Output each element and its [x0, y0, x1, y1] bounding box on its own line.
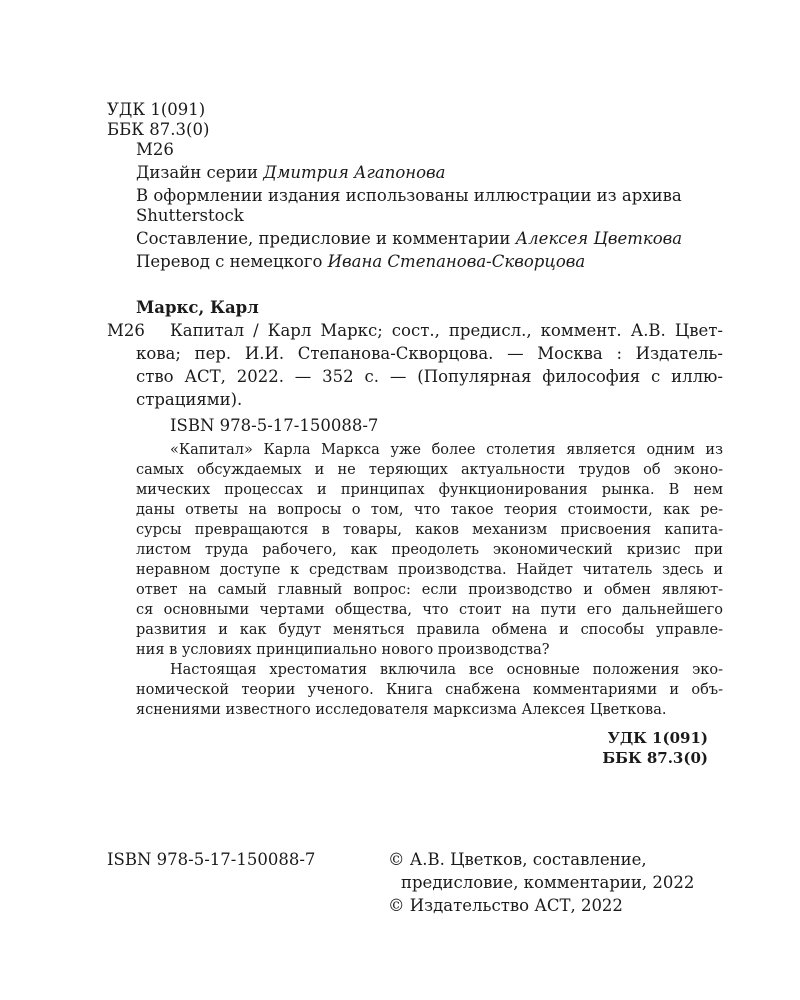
copyright-publisher: © Издательство АСТ, 2022: [388, 896, 623, 915]
series-design-label: Дизайн серии: [136, 163, 264, 182]
translation-label: Перевод с немецкого: [136, 252, 328, 271]
author-mark: М26: [136, 140, 174, 159]
annotation-line: сурсы превращаются в товары, каков механизм присвоения капита-: [136, 522, 723, 538]
annotation-line: даны ответы на вопросы о том, что такое теория стоимости, как ре-: [136, 502, 723, 518]
udk-code-bold: УДК 1(091): [607, 729, 708, 747]
illustrations-credit-line-2: Shutterstock: [136, 206, 244, 225]
annotation-line: номической теории ученого. Книга снабжена комментариями и объ-: [136, 682, 723, 698]
annotation-line: мических процессах и принципах функционирования рынка. В нем: [136, 482, 723, 498]
compilation-credit: [136, 229, 682, 248]
copyright-compiler-line-2: предисловие, комментарии, 2022: [401, 873, 695, 892]
series-design-credit: [136, 163, 446, 182]
bbk-code: ББК 87.3(0): [107, 120, 210, 139]
annotation-line: ответ на самый главный вопрос: если производство и обмен являют-: [136, 582, 723, 598]
compilation-label: Составление, предисловие и комментарии: [136, 229, 516, 248]
record-desc-line-2: кова; пер. И.И. Степанова-Скворцова. — Москва : Издатель-: [136, 344, 723, 363]
record-desc-line-4: страциями).: [136, 390, 243, 409]
annotation-line: самых обсуждаемых и не теряющих актуальности трудов об эконо-: [136, 462, 723, 478]
record-isbn: ISBN 978-5-17-150088-7: [170, 416, 379, 435]
udk-code: УДК 1(091): [107, 100, 206, 119]
copyright-compiler-line-1: © А.В. Цветков, составление,: [388, 850, 647, 869]
footer-isbn: ISBN 978-5-17-150088-7: [107, 850, 316, 869]
annotation-line: ся основными чертами общества, что стоит на пути его дальнейшего: [136, 602, 723, 618]
bbk-code-bold: ББК 87.3(0): [602, 749, 708, 767]
series-designer-name: Дмитрия Агапонова: [263, 163, 446, 182]
annotation-line: яснениями известного исследователя марксизма Алексея Цветкова.: [136, 702, 667, 718]
annotation-line: развития и как будут меняться правила обмена и способы управле-: [136, 622, 723, 638]
record-author-heading: Маркс, Карл: [136, 298, 259, 317]
record-desc-line-1: Капитал / Карл Маркс; сост., предисл., коммент. А.В. Цвет-: [170, 321, 723, 340]
translation-credit: [136, 252, 585, 271]
annotation-line: ния в условиях принципиально нового производства?: [136, 642, 550, 658]
annotation-line: «Капитал» Карла Маркса уже более столетия является одним из: [170, 442, 723, 458]
illustrations-credit-line-1: В оформлении издания использованы иллюстрации из архива: [136, 186, 682, 205]
translator-name: Ивана Степанова-Скворцова: [327, 252, 586, 271]
annotation-line: неравном доступе к средствам производства. Найдет читатель здесь и: [136, 562, 723, 578]
annotation-line: Настоящая хрестоматия включила все основные положения эко-: [170, 662, 723, 678]
compiler-name: Алексея Цветкова: [515, 229, 683, 248]
record-mark: М26: [107, 321, 145, 340]
annotation-line: листом труда рабочего, как преодолеть экономический кризис при: [136, 542, 723, 558]
record-desc-line-3: ство АСТ, 2022. — 352 с. — (Популярная философия с иллю-: [136, 367, 723, 386]
